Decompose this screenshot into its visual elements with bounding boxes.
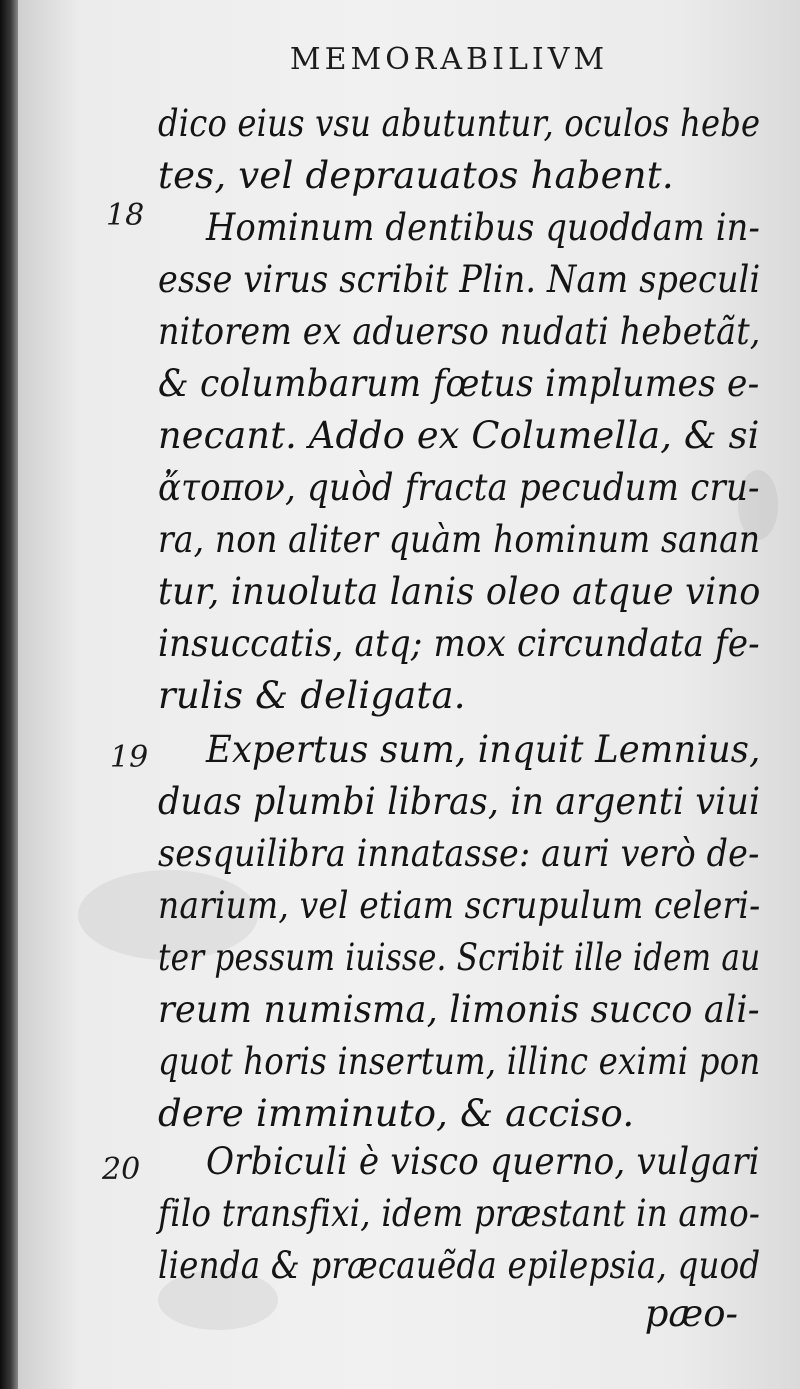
text-line: Hominum dentibus quoddam in- [206, 206, 761, 249]
text-line: quot horis insertum, illinc eximi pon [158, 1040, 761, 1083]
text-line: tes, vel deprauatos habent. [158, 154, 674, 197]
text-line: ra, non aliter quàm hominum sanan [158, 518, 761, 561]
text-line: dere imminuto, & acciso. [158, 1092, 635, 1135]
text-line: ter pessum iuisse. Scribit ille idem au [158, 936, 761, 979]
section-number: 18 [106, 198, 145, 233]
text-line: nitorem ex aduerso nudati hebetãt, [158, 310, 761, 353]
text-line: Expertus sum, inquit Lemnius, [206, 728, 761, 771]
text-line: tur, inuoluta lanis oleo atque vino [158, 570, 761, 613]
book-page [18, 0, 800, 1389]
text-line: Orbiculi è visco querno, vulgari [206, 1140, 760, 1183]
text-line: & columbarum fœtus implumes e- [158, 362, 760, 405]
text-line: necant. Addo ex Columella, & si [158, 414, 760, 457]
text-line: dico eius vsu abutuntur, oculos hebe [158, 102, 761, 145]
text-line: narium, vel etiam scrupulum celeri- [158, 884, 761, 927]
section-number: 20 [102, 1152, 141, 1187]
text-line: esse virus scribit Plin. Nam speculi [158, 258, 761, 301]
text-line: reum numisma, limonis succo ali- [158, 988, 760, 1031]
running-header: MEMORABILIVM [289, 42, 609, 77]
text-line: filo transfixi, idem præstant in amo- [158, 1192, 761, 1235]
page-binding-edge [0, 0, 18, 1389]
text-line: rulis & deligata. [158, 674, 466, 717]
text-line: sesquilibra innatasse: auri verò de- [158, 832, 760, 875]
text-line: duas plumbi libras, in argenti viui [158, 780, 761, 823]
text-line: insuccatis, atq; mox circundata fe- [158, 622, 760, 665]
section-number: 19 [110, 740, 149, 775]
text-line: lienda & præcauẽda epilepsia, quod [158, 1244, 761, 1287]
text-line: ἄτοπον, quòd fracta pecudum cru- [158, 466, 760, 509]
catchword: pæo- [644, 1292, 738, 1335]
